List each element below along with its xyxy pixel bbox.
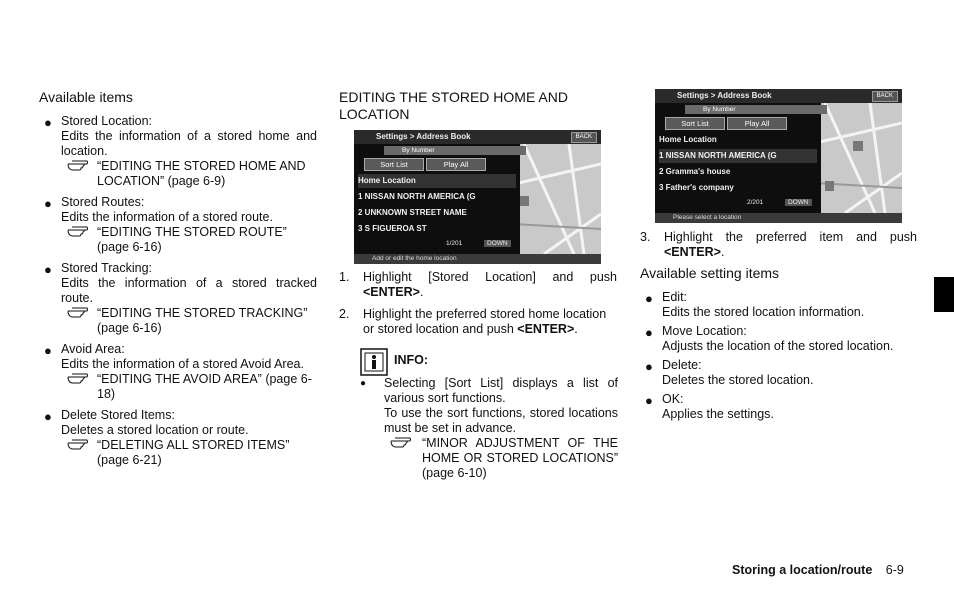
pointing-hand-icon — [67, 305, 89, 319]
step-tail: . — [720, 245, 725, 259]
page-number: 6-9 — [885, 563, 904, 577]
map-roads — [815, 103, 902, 213]
step-item — [339, 307, 617, 337]
step-tail: . — [419, 285, 424, 299]
reference — [384, 436, 618, 481]
enter-key-label: <ENTER> — [517, 322, 575, 336]
reference-text: “DELETING ALL STORED ITEMS” (page 6-21) — [97, 438, 290, 467]
list-item — [39, 408, 317, 468]
section-heading — [339, 89, 568, 123]
map-area — [514, 144, 601, 254]
page-indicator: 2/201 — [747, 199, 764, 206]
item-title: Avoid Area: — [61, 342, 125, 356]
back-button[interactable]: BACK — [571, 132, 597, 143]
item-description: Deletes the stored location. — [662, 373, 814, 387]
step-tail: . — [574, 322, 578, 336]
bullet-icon: ● — [44, 409, 52, 424]
down-button[interactable]: DOWN — [484, 240, 511, 247]
list-row-home[interactable]: Home Location — [358, 174, 516, 188]
item-description: Adjusts the location of the stored location. — [662, 339, 894, 353]
screen-title: Settings > Address Book — [376, 132, 471, 141]
nav-screen-image-2 — [655, 89, 902, 223]
bullet-icon: ● — [645, 325, 653, 340]
list-item — [640, 358, 917, 388]
item-title: OK: — [662, 392, 684, 406]
pointing-hand-icon — [67, 371, 89, 385]
screen-title-bar — [655, 89, 902, 103]
reference-text: “MINOR ADJUSTMENT OF THE HOME OR STORED LOCATIONS” (page 6-10) — [422, 436, 618, 480]
bullet-icon: ● — [44, 262, 52, 277]
info-bullet — [360, 376, 618, 481]
available-items-heading: Available items — [39, 89, 133, 105]
item-description: Edits the information of a stored tracked route. — [61, 276, 317, 305]
page-footer — [732, 563, 904, 577]
reference-text: “EDITING THE STORED TRACKING” (page 6-16) — [97, 306, 308, 335]
reference — [61, 159, 317, 189]
item-title: Stored Tracking: — [61, 261, 153, 275]
list-item — [640, 392, 917, 422]
reference — [61, 225, 317, 255]
enter-key-label: <ENTER> — [664, 245, 721, 259]
bullet-icon: ● — [645, 359, 653, 374]
step-item — [640, 230, 917, 260]
down-button[interactable]: DOWN — [785, 199, 812, 206]
step-item — [339, 270, 617, 300]
step-text: Highlight [Stored Location] and push — [363, 270, 617, 284]
list-row-2[interactable]: 2 Gramma's house — [659, 167, 731, 176]
pointing-hand-icon — [390, 435, 412, 449]
nav-screen-image-1 — [354, 130, 601, 264]
section-heading-line-2: LOCATION — [339, 106, 410, 122]
screen-title: Settings > Address Book — [677, 91, 772, 100]
list-item — [39, 114, 317, 189]
item-title: Move Location: — [662, 324, 747, 338]
item-description: Deletes a stored location or route. — [61, 423, 249, 437]
setting-items-list — [640, 290, 917, 426]
steps-list — [339, 270, 617, 344]
list-row-home[interactable]: Home Location — [659, 135, 717, 144]
available-setting-items-heading: Available setting items — [640, 265, 780, 281]
item-title: Stored Routes: — [61, 195, 145, 209]
bullet-icon: ● — [360, 378, 367, 389]
info-text: Selecting [Sort List] displays a list of various sort functions. — [384, 376, 618, 405]
item-description: Applies the settings. — [662, 407, 774, 421]
info-icon — [360, 348, 388, 376]
section-heading-line-1: EDITING THE STORED HOME AND — [339, 89, 568, 105]
status-bar: Please select a location — [655, 213, 902, 223]
play-all-button[interactable]: Play All — [426, 158, 486, 171]
list-item — [39, 342, 317, 402]
list-row-3[interactable]: 3 Father's company — [659, 183, 734, 192]
list-item — [640, 324, 917, 354]
list-item — [640, 290, 917, 320]
map-roads — [514, 144, 601, 254]
item-title: Delete: — [662, 358, 702, 372]
item-description: Edits the information of a stored route. — [61, 210, 273, 224]
step-text: Highlight the preferred stored home location or stored location and push — [363, 307, 607, 336]
step-number: 3. — [640, 230, 651, 244]
by-number-bar[interactable]: By Number — [685, 105, 827, 114]
reference-text: “EDITING THE STORED ROUTE” (page 6-16) — [97, 225, 287, 254]
pointing-hand-icon — [67, 224, 89, 238]
bullet-icon: ● — [645, 291, 653, 306]
list-row-2[interactable]: 2 UNKNOWN STREET NAME — [358, 208, 467, 217]
bullet-icon: ● — [44, 196, 52, 211]
item-description: Edits the stored location information. — [662, 305, 865, 319]
item-title: Stored Location: — [61, 114, 153, 128]
play-all-button[interactable]: Play All — [727, 117, 787, 130]
sort-list-button[interactable]: Sort List — [665, 117, 725, 130]
list-row-1[interactable]: 1 NISSAN NORTH AMERICA (G — [358, 192, 476, 201]
back-button[interactable]: BACK — [872, 91, 898, 102]
screen-title-bar — [354, 130, 601, 144]
reference — [61, 438, 317, 468]
step-number: 1. — [339, 270, 350, 284]
bullet-icon: ● — [645, 393, 653, 408]
available-items-list — [39, 114, 317, 474]
list-panel — [655, 103, 821, 213]
by-number-bar[interactable]: By Number — [384, 146, 526, 155]
info-content — [360, 376, 618, 481]
list-row-3[interactable]: 3 S FIGUEROA ST — [358, 224, 427, 233]
pointing-hand-icon — [67, 158, 89, 172]
reference-text: “EDITING THE AVOID AREA” (page 6-18) — [97, 372, 312, 401]
map-area — [815, 103, 902, 213]
info-label: INFO: — [394, 353, 429, 367]
step-number: 2. — [339, 307, 350, 321]
pointing-hand-icon — [67, 437, 89, 451]
item-title: Edit: — [662, 290, 688, 304]
status-bar: Add or edit the home location — [354, 254, 601, 264]
steps-list — [640, 230, 917, 267]
sort-list-button[interactable]: Sort List — [364, 158, 424, 171]
bullet-icon: ● — [44, 115, 52, 130]
step-text: Highlight the preferred item and push — [664, 230, 917, 244]
reference — [61, 372, 317, 402]
reference — [61, 306, 317, 336]
enter-key-label: <ENTER> — [363, 285, 420, 299]
page-indicator: 1/201 — [446, 240, 463, 247]
item-title: Delete Stored Items: — [61, 408, 175, 422]
info-text-2: To use the sort functions, stored locations must be set in advance. — [384, 406, 618, 435]
footer-section-title: Storing a location/route — [732, 563, 873, 577]
item-description: Edits the information of a stored home and location. — [61, 129, 317, 158]
item-description: Edits the information of a stored Avoid Area. — [61, 357, 304, 371]
bullet-icon: ● — [44, 343, 52, 358]
list-panel — [354, 144, 520, 254]
reference-text: “EDITING THE STORED HOME AND LOCATION” (page 6-9) — [97, 159, 306, 188]
list-row-1[interactable]: 1 NISSAN NORTH AMERICA (G — [659, 149, 817, 163]
section-tab-marker — [934, 277, 954, 312]
list-item — [39, 195, 317, 255]
list-item — [39, 261, 317, 336]
